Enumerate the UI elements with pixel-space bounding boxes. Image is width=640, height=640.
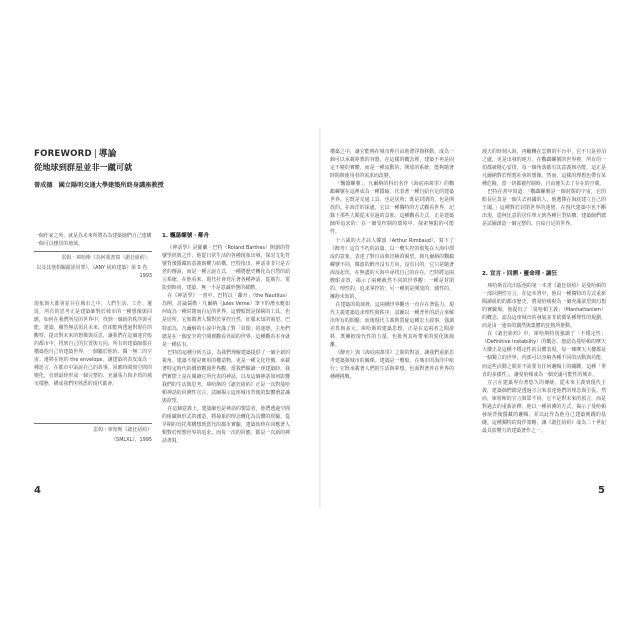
body-paragraph: 在《譫狂紐約》中，庫哈斯特別強調了「不穩定性」（Definitive Instability）的概念，他認為曼哈頓的摩天大樓正是這種不穩定性的具體表現。每一棟摩天大樓都是一個獨立的世界，內部可以容納各種不同的活動與功能，而這些活動之間並不需要有任何邏輯上的關聯。這種「垂直的多樣性」，讓曼哈頓成為一個充滿可能性的城市。	[482, 331, 606, 378]
epigraph-rule	[34, 423, 152, 424]
epigraph-citation: 雷姆・庫哈斯《譫狂紐約》	[93, 427, 152, 433]
section-heading: 2. 宣言・回溯・靈命理・譫狂	[482, 271, 558, 277]
heading-title: FOREWORD | 導論	[34, 149, 117, 159]
right-page-column-1	[330, 148, 454, 466]
epigraph-citation: 《SMLXL》，1995	[111, 437, 152, 443]
author-affiliation: 國立陽明交通大學建築所終身講座教授	[58, 182, 164, 189]
foreword-heading	[34, 147, 182, 189]
body-paragraph: 《醉舟》與《海底兩萬里》之間的對話，讓我們重新思考建築與城市的關係。建築是一艘船，在城市的海洋中航行；它既承載著人們的生活與夢想，也面對著外在世界的種種挑戰。	[330, 350, 454, 381]
body-paragraph: 漫天的時刻入海，再輾轉在雲朝的平台中，它不只是停泊之處，更是出發的地方。在鸚鵡螺號的世界裡，所有的一切都被精心安排，每一個角落都有其意義與功能，這正是凡爾納對於理想社會的想像。然而，這樣的理想也帶有某種危險，當一切都被控制時，自由便失去了存在的空間。	[482, 149, 606, 188]
body-paragraph: 在《神話學》一書中，巴特以「鄰舟」（the Nautilus）為例，討論儒勒・凡爾納（Jules Verne）筆下的潛水艇如何成為一種封閉而自足的世界。這艘船既是探險的工具，也是居所，它象徵著人類對於掌控自然、征服未知的渴望。巴特認為，凡爾納的小說中充滿了對「封閉」的迷戀，主角們總是在一個安全的空間裡觀看外面的世界，這種觀看本身就是一種佔有。	[162, 293, 290, 348]
page-number-right: 5	[598, 485, 605, 496]
body-paragraph: 宣言在建築界有著悠久的傳統，從未來主義到現代主義，建築師們總是透過宣言來表達他們的理念與主張。然而，庫哈斯的宣言與眾不同，它不是對未來的預言，而是對過去的重新詮釋。他以一種回溯的方式，揭示了曼哈頓發展背後隱藏的邏輯，並以此作為他自己建築實踐的基礎。這種獨特的寫作策略，讓《譫狂紐約》成為二十世紀最具影響力的建築著作之一。	[482, 379, 606, 434]
body-paragraph: 「飄蕩螺號」，凡爾納的科幻名作《海底兩萬里》的鸚鵡螺號在這裡成為一種隱喻，代表著一種自給自足的建築世界。它既是交通工具，也是居所；既是封閉的，也是開放的。在海洋的深處，它以一種獨特的方式觀看世界，記錄下那些人類從未見過的景象。這種觀看方式，正是建築師所追求的：在一個受控制的環境中，探索無限的可能性。	[330, 181, 454, 236]
epigraph-text: 現象與大都會並存在城市之中，人們生活、工作、遷徙，所有的思考正是建築師對於城市的一種想像與回應，如何在我們所見的世界中，找到一個新的秩序與可能。建築，雖然無法預見未來，但卻能夠透過對現在的觀察，提出對未來的想像與反思，讓我們在這個迷宮般的都市中，找到自己的位置與方向。所有的建築師都在構築他自己的建築世界，一個屬於他的、獨一無二的宇宙。遷移在地的 the envelope，讓建築的表皮成為一種語言，在都市中訴說自己的故事，回應時間與空間的變化，直到最終形成一個完整的、充滿張力與矛盾的城市樣態，構成我們所熟悉的現代都會。	[34, 301, 152, 387]
column-continuation	[482, 148, 606, 266]
left-page-column	[162, 232, 290, 464]
page-gutter	[319, 128, 321, 508]
body-paragraph: 在建築的領域裡，這兩種世界觀也一直存在著張力。現代主義建築追求理性與秩序，試圖以一種普世的語言來解決所有的問題；而後現代主義則質疑這種宏大敘事，強調差異與多元。庫哈斯的建築思想，正是在這兩者之間游移，既擁抱現代性的力量，也批判其所帶來的異化與疏離。	[330, 301, 454, 349]
epigraph-citation: 以及其他相關錯誤用罪》，《ANY 紐約建築》第 0 卷，1993	[36, 265, 152, 279]
author-name: 曾成德	[34, 182, 53, 189]
heading-subtitle: 從地球到群星並非一蹴可就	[34, 162, 133, 172]
epigraph-2	[34, 300, 152, 460]
epigraph-1	[34, 232, 152, 280]
section-heading: 1. 飄蕩螺號・鄰舟	[162, 233, 210, 239]
page-number-left: 4	[34, 485, 41, 496]
body-paragraph: 《神話學》是羅蘭・巴特（Roland Barthes）開創的符號學經典之作，他從日常生活的各種現象出發，探討文化符號背後隱藏的意義與權力結構。巴特指出，神話並非只是古老的傳說，而是一種言說方式，一種將歷史轉化為自然的語言系統。在他看來，現代社會充斥著各種神話，從廣告、電影到時尚、建築，無一不是意識形態的載體。	[162, 245, 290, 292]
body-paragraph: 庫哈斯首次出版他的第一本書《譫狂紐約》是曼哈頓的一部回溯性宣言，在這本書中，他以一種獨特的方式重新閱讀紐約的都市歷史，將曼哈頓視為一個充滿欲望與幻想的實驗場。他提出了「曼哈頓主義」（Manhattanism）的概念，認為這座城市的發展並非依循某種理性的規劃，而是由一連串的偶然與集體的狂熱所推動。	[482, 283, 606, 330]
epigraph-rule	[34, 251, 152, 252]
author-line	[34, 180, 182, 189]
body-paragraph: 巴特在書中寫道：「鸚鵡螺號是一個封閉的宇宙，它的船長尼莫是一個失去祖國的人，他選擇在海底建立自己的王國。」這種對於封閉世界的迷戀，在現代建築中也不斷出現，從柯比意的居住單元到各種巨型結構，建築師們總是試圖創造一個完整的、自給自足的世界。	[482, 189, 606, 228]
epigraph-text: 一個作家之所，就是為未來所將為為建築師們自己建構一個可以棲居的地域。	[34, 233, 152, 247]
right-page-column-2	[482, 148, 606, 466]
epigraph-citation: 雷姆・庫哈斯《為何我書寫〈譫狂紐約〉，	[61, 255, 152, 261]
body-paragraph: 在這個意義上，建築師也是神話的製造者，他們透過空間的組織與形式的創造，將抽象的理念轉化為具體的經驗。從早期的烏托邦構想到當代的都市實驗，建築始終在回應著人類對於理想世界的追求，而每一次的回應，都是一次新的神話書寫。	[162, 405, 290, 445]
body-paragraph: 巴特的這種分析方法，為我們理解建築提供了一個全新的視角。建築不僅是實用的構造物，更是一種文化符號，承載著特定時代的價值觀與世界觀。當我們閱讀一座建築時，我們實際上是在閱讀它所代表的神話，以及這個神話如何影響我們的生活與思考。庫哈斯的《譫狂紐約》正是一次對曼哈頓神話的回溯性宣言，試圖揭示這座城市背後的集體潛意識與欲望。	[162, 349, 290, 404]
body-paragraph: 十六歲的天才詩人韓波（Arthur Rimbaud），寫下了《醉舟》這首不朽的詩篇，以一艘失控的船隻在大海中漂流的意象，表達了對自由與冒險的渴望。與凡爾納的鸚鵡螺號不同，韓波的醉舟沒有方向、沒有目的，它只是隨著海浪起伏，在無盡的大海中尋找自己的存在。巴特將這兩艘船並置，揭示了兩種截然不同的世界觀：一種是封閉的、理性的、追求掌控的；另一種則是開放的、感性的、擁抱未知的。	[330, 237, 454, 300]
body-paragraph: 構築之中，讓它能夠在城市裡自由地漂浮與移動，成為一個可以承載夢想的容器。在這樣的概念裡，建築不再是固定不變的實體，而是一種流動的、開放的系統，能夠隨著時間與使用者的需求而改變。	[330, 149, 454, 180]
